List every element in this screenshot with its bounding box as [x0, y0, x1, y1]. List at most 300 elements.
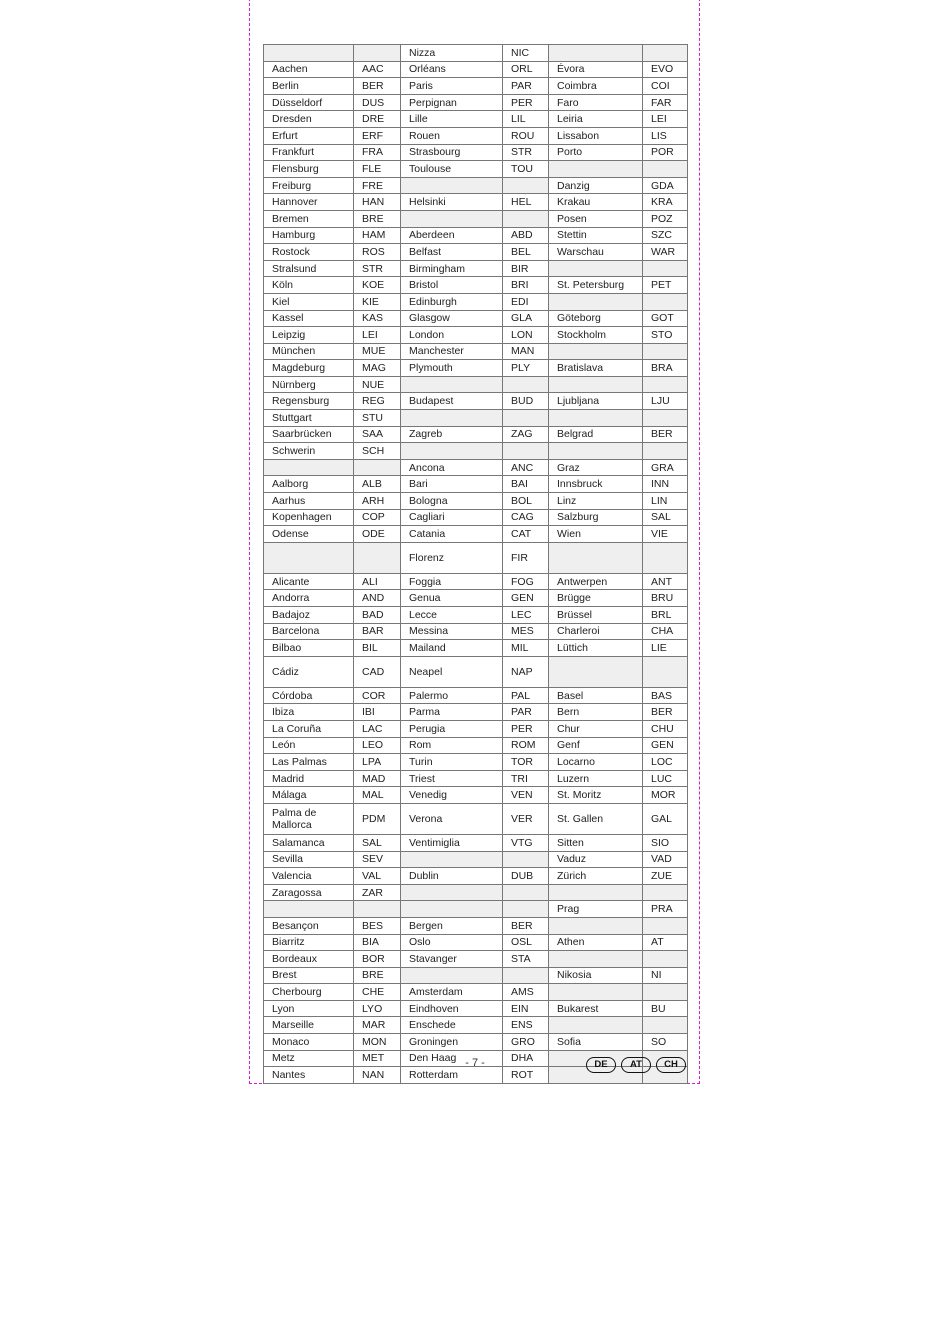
city-cell: Nürnberg [264, 376, 354, 393]
code-cell: LPA [354, 754, 401, 771]
table-row [264, 542, 688, 573]
city-cell: Danzig [549, 177, 643, 194]
country-badge-ch: CH [656, 1057, 686, 1073]
city-cell [549, 376, 643, 393]
table-row [264, 917, 688, 934]
code-cell: GEN [643, 737, 688, 754]
city-cell: Messina [401, 623, 503, 640]
code-cell: BUD [503, 393, 549, 410]
table-row [264, 111, 688, 128]
city-cell [401, 967, 503, 984]
city-cell: Oslo [401, 934, 503, 951]
city-cell: Málaga [264, 787, 354, 804]
city-cell [401, 210, 503, 227]
table-row [264, 227, 688, 244]
city-cell: München [264, 343, 354, 360]
city-cell: Schwerin [264, 443, 354, 460]
city-cell [549, 656, 643, 687]
code-cell: VTG [503, 834, 549, 851]
code-cell: GRO [503, 1034, 549, 1051]
table-row [264, 590, 688, 607]
code-cell: BAI [503, 476, 549, 493]
city-cell: Hannover [264, 194, 354, 211]
code-cell: MON [354, 1034, 401, 1051]
code-cell: HEL [503, 194, 549, 211]
code-cell: MIL [503, 640, 549, 657]
code-cell: ALI [354, 573, 401, 590]
code-cell: SCH [354, 443, 401, 460]
code-cell: DHA [503, 1050, 549, 1067]
table-row [264, 656, 688, 687]
code-cell: LIL [503, 111, 549, 128]
city-cell: Rostock [264, 244, 354, 261]
code-cell: BRU [643, 590, 688, 607]
code-cell: ALB [354, 476, 401, 493]
code-cell: ANC [503, 459, 549, 476]
code-cell [503, 967, 549, 984]
code-cell: NUE [354, 376, 401, 393]
code-cell: SZC [643, 227, 688, 244]
city-cell: Bergen [401, 917, 503, 934]
code-cell: TRI [503, 770, 549, 787]
code-cell: NAP [503, 656, 549, 687]
code-cell [354, 542, 401, 573]
code-cell: AT [643, 934, 688, 951]
code-cell [643, 161, 688, 178]
table-row [264, 310, 688, 327]
table-row [264, 720, 688, 737]
city-cell: Antwerpen [549, 573, 643, 590]
city-cell: Brüssel [549, 607, 643, 624]
city-cell [264, 542, 354, 573]
code-cell: LEI [643, 111, 688, 128]
table-row [264, 127, 688, 144]
table-row [264, 770, 688, 787]
city-cell: Stavanger [401, 951, 503, 968]
city-cell: Metz [264, 1050, 354, 1067]
city-cell: Leipzig [264, 327, 354, 344]
table-row [264, 623, 688, 640]
city-cell: Saarbrücken [264, 426, 354, 443]
code-cell: EDI [503, 293, 549, 310]
code-cell [643, 656, 688, 687]
city-cell: Madrid [264, 770, 354, 787]
table-row [264, 704, 688, 721]
city-cell: Turin [401, 754, 503, 771]
code-cell: ANT [643, 573, 688, 590]
code-cell: ERF [354, 127, 401, 144]
code-cell: ODE [354, 526, 401, 543]
city-cell: Plymouth [401, 360, 503, 377]
city-cell: Helsinki [401, 194, 503, 211]
code-cell [643, 443, 688, 460]
city-cell: Barcelona [264, 623, 354, 640]
code-cell: TOU [503, 161, 549, 178]
page-number: - 7 - [465, 1057, 485, 1069]
city-cell [264, 45, 354, 62]
code-cell: GRA [643, 459, 688, 476]
city-cell [549, 951, 643, 968]
table-row [264, 144, 688, 161]
city-cell [549, 161, 643, 178]
city-cell: Luzern [549, 770, 643, 787]
code-cell: POZ [643, 210, 688, 227]
city-cell: Kopenhagen [264, 509, 354, 526]
code-cell: DRE [354, 111, 401, 128]
city-cell: Lille [401, 111, 503, 128]
code-cell: REG [354, 393, 401, 410]
code-cell [503, 443, 549, 460]
code-cell: BAD [354, 607, 401, 624]
code-cell: BER [643, 426, 688, 443]
city-cell: Florenz [401, 542, 503, 573]
city-cell: Stockholm [549, 327, 643, 344]
city-cell: León [264, 737, 354, 754]
code-cell: LIN [643, 493, 688, 510]
table-row [264, 1034, 688, 1051]
table-row [264, 951, 688, 968]
city-cell: Catania [401, 526, 503, 543]
city-cell: Charleroi [549, 623, 643, 640]
code-cell: BRE [354, 210, 401, 227]
table-row [264, 607, 688, 624]
code-cell [354, 45, 401, 62]
code-cell: GDA [643, 177, 688, 194]
city-cell: Leiria [549, 111, 643, 128]
city-cell [264, 459, 354, 476]
code-cell: BIR [503, 260, 549, 277]
city-cell: Stuttgart [264, 410, 354, 427]
table-row [264, 851, 688, 868]
code-cell: PET [643, 277, 688, 294]
city-cell [401, 177, 503, 194]
city-cell: Bari [401, 476, 503, 493]
code-cell: MAR [354, 1017, 401, 1034]
code-cell [643, 410, 688, 427]
table-row [264, 161, 688, 178]
city-cell: Ancona [401, 459, 503, 476]
code-cell: STR [354, 260, 401, 277]
city-code-table [263, 44, 688, 1084]
city-cell: Budapest [401, 393, 503, 410]
city-cell: Vaduz [549, 851, 643, 868]
table-row [264, 360, 688, 377]
city-cell: Bordeaux [264, 951, 354, 968]
city-cell: Sevilla [264, 851, 354, 868]
city-cell: Erfurt [264, 127, 354, 144]
code-cell [643, 884, 688, 901]
city-cell: Paris [401, 78, 503, 95]
table-row [264, 754, 688, 771]
city-cell: Bukarest [549, 1000, 643, 1017]
code-cell [643, 343, 688, 360]
code-cell: LAC [354, 720, 401, 737]
code-cell: BEL [503, 244, 549, 261]
city-cell: Dresden [264, 111, 354, 128]
city-cell: Alicante [264, 573, 354, 590]
code-cell: LEI [354, 327, 401, 344]
table-row [264, 410, 688, 427]
code-cell: PER [503, 720, 549, 737]
code-cell: COR [354, 687, 401, 704]
country-badge-de: DE [586, 1057, 616, 1073]
city-cell: Cagliari [401, 509, 503, 526]
code-cell: LYO [354, 1000, 401, 1017]
table-row [264, 476, 688, 493]
code-cell: STO [643, 327, 688, 344]
city-cell: Basel [549, 687, 643, 704]
code-cell: LUC [643, 770, 688, 787]
city-cell: Ventimiglia [401, 834, 503, 851]
code-cell: PLY [503, 360, 549, 377]
code-cell [354, 459, 401, 476]
city-cell: Sitten [549, 834, 643, 851]
city-cell: Zürich [549, 868, 643, 885]
city-cell [549, 542, 643, 573]
code-cell: LOC [643, 754, 688, 771]
code-cell: GLA [503, 310, 549, 327]
city-cell: La Coruña [264, 720, 354, 737]
city-cell: Linz [549, 493, 643, 510]
table-row [264, 459, 688, 476]
city-cell: Aachen [264, 61, 354, 78]
city-cell: Kiel [264, 293, 354, 310]
code-cell: BAS [643, 687, 688, 704]
city-cell [549, 443, 643, 460]
city-cell: Nantes [264, 1067, 354, 1084]
code-cell [503, 210, 549, 227]
code-cell: FRE [354, 177, 401, 194]
city-cell: Belgrad [549, 426, 643, 443]
city-cell: Hamburg [264, 227, 354, 244]
code-cell: NIC [503, 45, 549, 62]
code-cell: PAR [503, 78, 549, 95]
code-cell: SAL [354, 834, 401, 851]
code-cell [643, 260, 688, 277]
city-cell: Évora [549, 61, 643, 78]
city-cell: Locarno [549, 754, 643, 771]
city-cell: Birmingham [401, 260, 503, 277]
code-cell [503, 901, 549, 918]
code-cell: NI [643, 967, 688, 984]
table-row [264, 343, 688, 360]
code-cell: DUB [503, 868, 549, 885]
code-cell [643, 376, 688, 393]
code-cell: LEC [503, 607, 549, 624]
city-cell: Aalborg [264, 476, 354, 493]
code-cell: BER [643, 704, 688, 721]
table-row [264, 277, 688, 294]
city-cell: Nizza [401, 45, 503, 62]
city-cell [549, 260, 643, 277]
city-cell: Graz [549, 459, 643, 476]
city-cell [401, 901, 503, 918]
code-cell: ORL [503, 61, 549, 78]
code-cell: KRA [643, 194, 688, 211]
city-cell: Düsseldorf [264, 94, 354, 111]
city-cell: Köln [264, 277, 354, 294]
city-cell: Zagreb [401, 426, 503, 443]
city-cell: Palma de Mallorca [264, 803, 354, 834]
city-cell [401, 443, 503, 460]
city-cell: Stettin [549, 227, 643, 244]
code-cell: LON [503, 327, 549, 344]
code-cell: ARH [354, 493, 401, 510]
city-cell: Bologna [401, 493, 503, 510]
city-cell: Bremen [264, 210, 354, 227]
city-cell: Monaco [264, 1034, 354, 1051]
table-row [264, 1000, 688, 1017]
code-cell: STR [503, 144, 549, 161]
code-cell: STA [503, 951, 549, 968]
city-cell: Cherbourg [264, 984, 354, 1001]
code-cell: BRA [643, 360, 688, 377]
table-row [264, 787, 688, 804]
code-cell: AAC [354, 61, 401, 78]
code-cell [643, 984, 688, 1001]
code-cell: SAA [354, 426, 401, 443]
city-cell: Innsbruck [549, 476, 643, 493]
city-cell [549, 293, 643, 310]
code-cell [503, 884, 549, 901]
city-cell: Córdoba [264, 687, 354, 704]
code-cell: BU [643, 1000, 688, 1017]
code-cell: PAR [503, 704, 549, 721]
code-cell: BER [354, 78, 401, 95]
table-row [264, 94, 688, 111]
code-cell: DUS [354, 94, 401, 111]
code-cell: SIO [643, 834, 688, 851]
code-cell: INN [643, 476, 688, 493]
city-cell [549, 884, 643, 901]
code-cell: ROU [503, 127, 549, 144]
code-cell: POR [643, 144, 688, 161]
code-cell: WAR [643, 244, 688, 261]
city-cell: Genua [401, 590, 503, 607]
code-cell: ROM [503, 737, 549, 754]
code-cell: MAD [354, 770, 401, 787]
city-cell: Foggia [401, 573, 503, 590]
city-cell: Besançon [264, 917, 354, 934]
city-cell: Toulouse [401, 161, 503, 178]
table-row [264, 376, 688, 393]
code-cell: PER [503, 94, 549, 111]
city-cell: Salzburg [549, 509, 643, 526]
code-cell: EIN [503, 1000, 549, 1017]
city-cell: Warschau [549, 244, 643, 261]
city-cell: Brest [264, 967, 354, 984]
city-cell [264, 901, 354, 918]
code-cell: AMS [503, 984, 549, 1001]
city-cell: Triest [401, 770, 503, 787]
code-cell: PRA [643, 901, 688, 918]
city-cell: Ibiza [264, 704, 354, 721]
city-cell: Posen [549, 210, 643, 227]
code-cell: KAS [354, 310, 401, 327]
city-cell: Magdeburg [264, 360, 354, 377]
code-cell: FLE [354, 161, 401, 178]
city-cell: Orléans [401, 61, 503, 78]
country-badge-at: AT [621, 1057, 651, 1073]
code-cell: FOG [503, 573, 549, 590]
code-cell: PDM [354, 803, 401, 834]
code-cell: FIR [503, 542, 549, 573]
code-cell: GOT [643, 310, 688, 327]
city-cell: Badajoz [264, 607, 354, 624]
code-cell: VAD [643, 851, 688, 868]
code-cell: ABD [503, 227, 549, 244]
city-cell: Dublin [401, 868, 503, 885]
code-cell [643, 917, 688, 934]
city-cell: St. Petersburg [549, 277, 643, 294]
table-row [264, 803, 688, 834]
code-cell: MAL [354, 787, 401, 804]
city-cell: Lecce [401, 607, 503, 624]
city-cell: Venedig [401, 787, 503, 804]
code-cell: VAL [354, 868, 401, 885]
code-cell: OSL [503, 934, 549, 951]
city-cell: Faro [549, 94, 643, 111]
city-cell: Belfast [401, 244, 503, 261]
city-cell [549, 343, 643, 360]
city-cell: Den Haag [401, 1050, 503, 1067]
code-cell: MES [503, 623, 549, 640]
table-row [264, 834, 688, 851]
code-cell: LJU [643, 393, 688, 410]
city-cell: Edinburgh [401, 293, 503, 310]
city-cell: London [401, 327, 503, 344]
code-cell: ZUE [643, 868, 688, 885]
city-cell: Perugia [401, 720, 503, 737]
city-cell: St. Gallen [549, 803, 643, 834]
code-cell: SAL [643, 509, 688, 526]
city-cell: Berlin [264, 78, 354, 95]
code-cell [643, 293, 688, 310]
table-row [264, 327, 688, 344]
city-cell: Zaragossa [264, 884, 354, 901]
table-row [264, 493, 688, 510]
code-cell: SO [643, 1034, 688, 1051]
code-cell: LIS [643, 127, 688, 144]
code-cell [643, 542, 688, 573]
code-cell: CHA [643, 623, 688, 640]
code-cell: CAT [503, 526, 549, 543]
table-row [264, 573, 688, 590]
city-cell [549, 1017, 643, 1034]
city-cell: Porto [549, 144, 643, 161]
code-cell [643, 1017, 688, 1034]
table-row [264, 934, 688, 951]
code-cell: FRA [354, 144, 401, 161]
city-cell: Lyon [264, 1000, 354, 1017]
city-cell: Marseille [264, 1017, 354, 1034]
city-cell [401, 410, 503, 427]
code-cell [503, 410, 549, 427]
table-row [264, 884, 688, 901]
code-cell [503, 376, 549, 393]
city-cell: Eindhoven [401, 1000, 503, 1017]
code-cell: KIE [354, 293, 401, 310]
table-row [264, 244, 688, 261]
city-cell: Groningen [401, 1034, 503, 1051]
city-cell: Las Palmas [264, 754, 354, 771]
code-cell: VIE [643, 526, 688, 543]
code-cell: ENS [503, 1017, 549, 1034]
code-cell: MAG [354, 360, 401, 377]
table-row [264, 293, 688, 310]
code-cell: GAL [643, 803, 688, 834]
city-cell: Verona [401, 803, 503, 834]
